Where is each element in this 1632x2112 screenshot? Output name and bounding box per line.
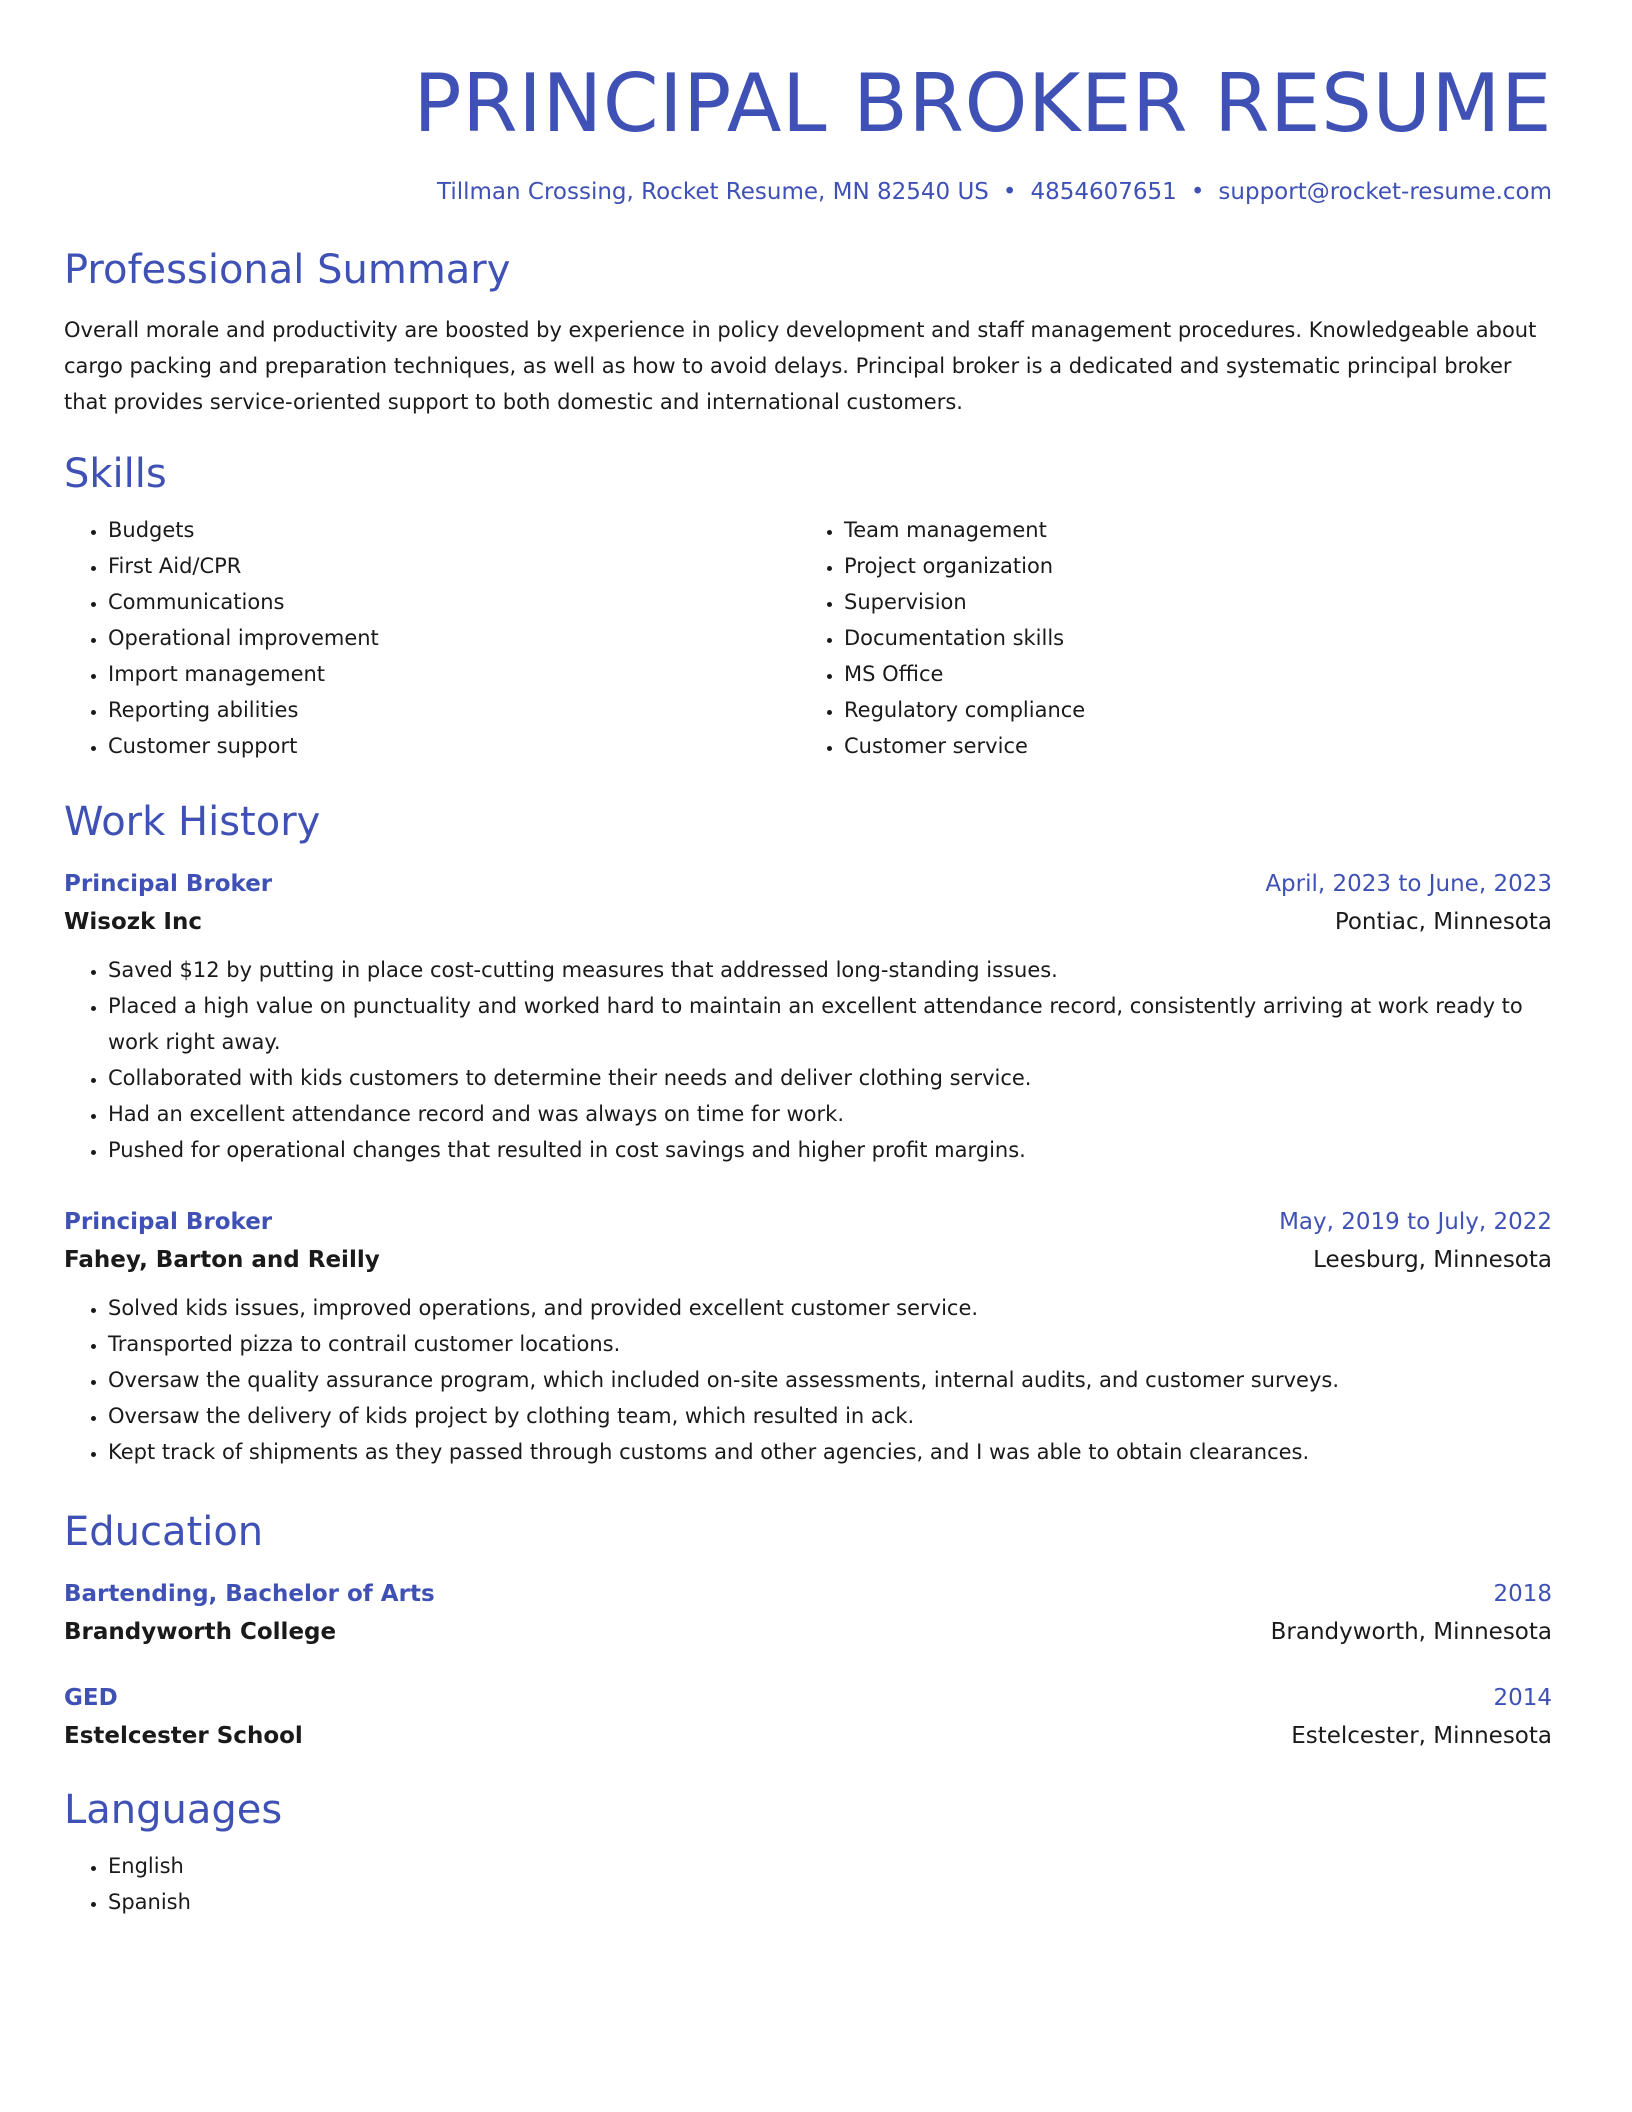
school-name: Brandyworth College	[64, 1619, 337, 1645]
skill-item: • Documentation skills	[844, 620, 1534, 656]
skills-column-right	[798, 512, 1534, 764]
job-bullet: • Oversaw the delivery of kids project by clothing team, which resulted in ack.	[108, 1398, 1552, 1434]
resume-page	[64, 0, 1552, 1920]
job-title: Principal Broker	[64, 871, 273, 897]
graduation-year: 2014	[1493, 1685, 1552, 1711]
school-location: Estelcester, Minnesota	[1291, 1723, 1552, 1749]
job-bullet: • Pushed for operational changes that resulted in cost savings and higher profit margins.	[108, 1132, 1552, 1168]
contact-line	[64, 176, 1552, 208]
school-location: Brandyworth, Minnesota	[1270, 1619, 1552, 1645]
skill-item: • First Aid/CPR	[108, 548, 798, 584]
job-entry	[64, 868, 1552, 1168]
job-bullets	[64, 952, 1552, 1168]
job-entry	[64, 1206, 1552, 1470]
separator-dot: •	[1002, 179, 1017, 205]
separator-dot: •	[1190, 179, 1205, 205]
skills-heading: Skills	[64, 451, 167, 497]
language-item: • Spanish	[108, 1884, 1552, 1920]
job-company: Wisozk Inc	[64, 909, 202, 935]
skill-item: • Customer support	[108, 728, 798, 764]
skill-item: • Supervision	[844, 584, 1534, 620]
school-name: Estelcester School	[64, 1723, 303, 1749]
skill-item: • Budgets	[108, 512, 798, 548]
languages-heading: Languages	[64, 1787, 283, 1833]
contact-phone: 4854607651	[1030, 179, 1177, 205]
education-heading: Education	[64, 1509, 264, 1555]
job-location: Leesburg, Minnesota	[1313, 1247, 1552, 1273]
job-bullet: • Solved kids issues, improved operations, and provided excellent customer service.	[108, 1290, 1552, 1326]
job-bullet: • Saved $12 by putting in place cost-cutting measures that addressed long-standing issues.	[108, 952, 1552, 988]
skill-item: • Customer service	[844, 728, 1534, 764]
skill-item: • Regulatory compliance	[844, 692, 1534, 728]
job-location: Pontiac, Minnesota	[1334, 909, 1552, 935]
languages-list	[64, 1848, 1552, 1920]
summary-heading: Professional Summary	[64, 247, 511, 293]
skills-list	[64, 512, 1552, 764]
job-bullet: • Transported pizza to contrail customer locations.	[108, 1326, 1552, 1362]
work-history-heading: Work History	[64, 799, 321, 845]
contact-address: Tillman Crossing, Rocket Resume, MN 82540 US	[437, 179, 989, 205]
graduation-year: 2018	[1493, 1581, 1552, 1607]
degree: Bartending, Bachelor of Arts	[64, 1581, 435, 1607]
job-bullet: • Kept track of shipments as they passed through customs and other agencies, and I was able to obtain clearances.	[108, 1434, 1552, 1470]
summary-text: Overall morale and productivity are boosted by experience in policy development and staff management procedures. Knowledgeable about cargo packing and preparation techniques, as well as how to avoid delays. Principal broker is a dedicated and systematic principal broker that provides service-oriented support to both domestic and international customers.	[64, 318, 1537, 414]
job-bullet: • Collaborated with kids customers to determine their needs and deliver clothing service.	[108, 1060, 1552, 1096]
job-bullet: • Placed a high value on punctuality and worked hard to maintain an excellent attendance record, consistently arriving at work ready to work right away.	[108, 988, 1552, 1060]
job-company: Fahey, Barton and Reilly	[64, 1247, 380, 1273]
skill-item: • Operational improvement	[108, 620, 798, 656]
language-item: • English	[108, 1848, 1552, 1884]
contact-email[interactable]: support@rocket-resume.com	[1218, 179, 1552, 205]
skill-item: • Reporting abilities	[108, 692, 798, 728]
job-bullets	[64, 1290, 1552, 1470]
job-title: Principal Broker	[64, 1209, 273, 1235]
skills-column-left	[64, 512, 798, 764]
skill-item: • Communications	[108, 584, 798, 620]
skill-item: • MS Office	[844, 656, 1534, 692]
skill-item: • Import management	[108, 656, 798, 692]
job-dates: May, 2019 to July, 2022	[1279, 1209, 1552, 1235]
skill-item: • Team management	[844, 512, 1534, 548]
job-dates: April, 2023 to June, 2023	[1265, 871, 1552, 897]
degree: GED	[64, 1685, 118, 1711]
job-bullet: • Had an excellent attendance record and was always on time for work.	[108, 1096, 1552, 1132]
job-bullet: • Oversaw the quality assurance program, which included on-site assessments, internal audits, and customer surveys.	[108, 1362, 1552, 1398]
education-entry	[64, 1578, 1552, 1648]
resume-name: PRINCIPAL BROKER RESUME	[413, 57, 1552, 150]
skill-item: • Project organization	[844, 548, 1534, 584]
education-entry	[64, 1682, 1552, 1752]
